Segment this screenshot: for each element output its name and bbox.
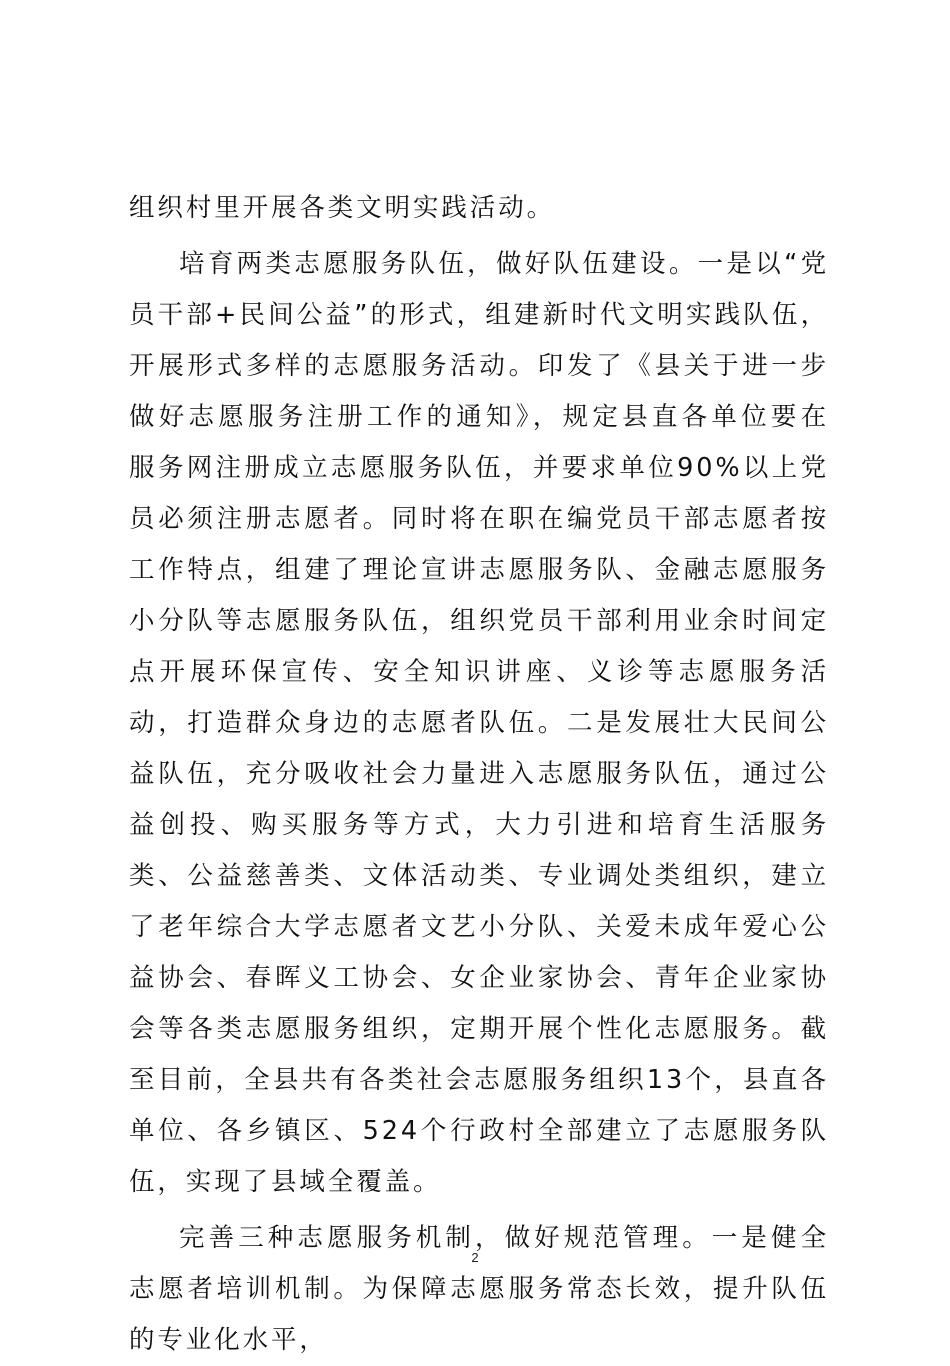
paragraph-volunteer-teams: 培育两类志愿服务队伍，做好队伍建设。一是以“党员干部+民间公益”的形式，组建新时代文明实践队伍，开展形式多样的志愿服务活动。印发了《县关于进一步做好志愿服务注册工作的通知》，规定县直各单位要在 服务网注册成立志愿服务队伍，并要求单位90%以上党员必须注册志愿者。同时将在职在编党员干部志愿者按工作特点，组建了理论宣讲志愿服务队、金融志愿服务小分队等志愿服务队伍，组织党员干部利用业余时间定点开展环保宣传、安全知识讲座、义诊等志愿服务活动，打造群众身边的志愿者队伍。二是发展壮大民间公益队伍，充分吸收社会力量进入志愿服务队伍，通过公益创投、购买服务等方式，大力引进和培育生活服务类、公益慈善类、文体活动类、专业调处类组织，建立了老年综合大学志愿者文艺小分队、关爱未成年爱心公益协会、春晖义工协会、女企业家协会、青年企业家协会等各类志愿服务组织，定期开展个性化志愿服务。截至目前，全县共有各类社会志愿服务组织13个，县直各单位、各乡镇区、524个行政村全部建立了志愿服务队伍，实现了县域全覆盖。 (129, 249, 858, 1197)
paragraph-service-mechanisms: 完善三种志愿服务机制，做好规范管理。一是健全志愿者培训机制。为保障志愿服务常态长效，提升队伍的专业化水平， (129, 1223, 829, 1355)
paragraph-continuation: 组织村里开展各类文明实践活动。 (129, 193, 556, 223)
page-number: 2 (471, 1250, 479, 1265)
document-body (129, 183, 858, 1366)
